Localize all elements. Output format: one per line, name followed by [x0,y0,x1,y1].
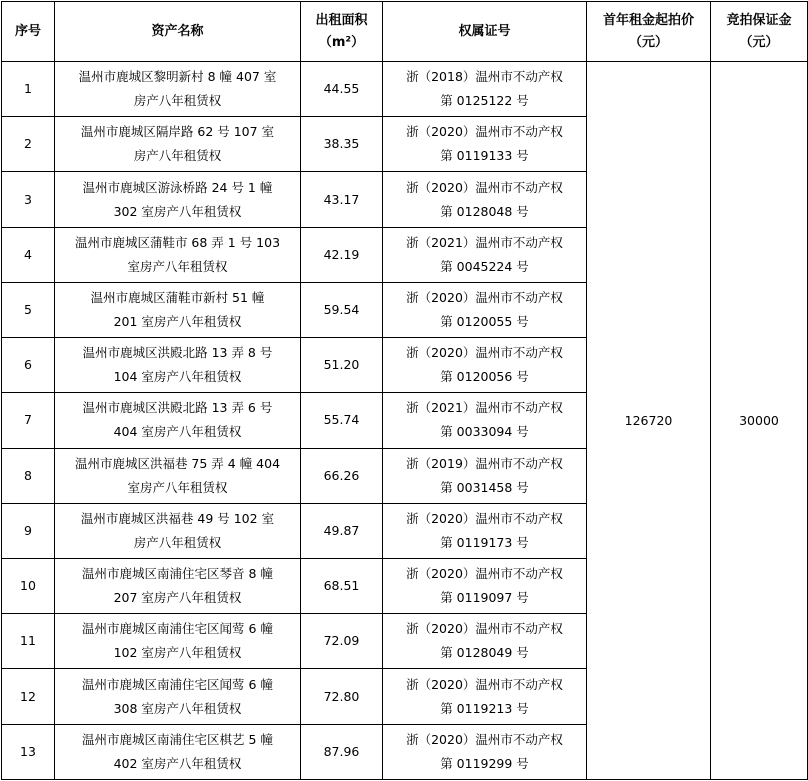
row-certificate-line1: 浙（2020）温州市不动产权 [406,731,563,747]
row-asset-name [55,282,301,337]
row-asset-name-line2: 201 室房产八年租赁权 [113,313,242,329]
row-certificate-line1: 浙（2020）温州市不动产权 [406,676,563,692]
row-certificate-line2: 第 0119213 号 [440,700,529,716]
row-certificate-line2: 第 0120055 号 [440,313,529,329]
starting-price-cell: 126720 [587,62,711,780]
row-certificate-line1: 浙（2019）温州市不动产权 [406,455,563,471]
row-area: 51.20 [301,338,383,393]
row-asset-name-line2: 404 室房产八年租赁权 [113,424,242,440]
row-seq: 7 [2,393,55,448]
row-area: 87.96 [301,724,383,779]
row-asset-name [55,503,301,558]
row-asset-name-line1: 温州市鹿城区洪殿北路 13 弄 8 号 [82,345,273,361]
row-asset-name-line2: 402 室房产八年租赁权 [113,755,242,771]
row-asset-name [55,227,301,282]
row-certificate-line1: 浙（2020）温州市不动产权 [406,179,563,195]
row-certificate-line1: 浙（2020）温州市不动产权 [406,566,563,582]
row-certificate [383,227,587,282]
row-asset-name-line2: 室房产八年租赁权 [127,479,228,495]
row-area: 43.17 [301,172,383,227]
row-certificate-line1: 浙（2020）温州市不动产权 [406,621,563,637]
row-asset-name-line1: 温州市鹿城区游泳桥路 24 号 1 幢 [82,179,273,195]
row-asset-name-line2: 房产八年租赁权 [133,93,222,109]
row-seq: 13 [2,724,55,779]
header-deposit [711,2,808,62]
row-asset-name [55,117,301,172]
row-certificate-line1: 浙（2018）温州市不动产权 [406,69,563,85]
header-price-label: 首年租金起拍价 [602,12,694,28]
row-seq: 5 [2,282,55,337]
table-header-row [2,2,808,62]
row-asset-name-line2: 302 室房产八年租赁权 [113,203,242,219]
row-certificate [383,614,587,669]
row-asset-name-line1: 温州市鹿城区洪福巷 49 号 102 室 [80,510,275,526]
row-area: 66.26 [301,448,383,503]
row-seq: 1 [2,62,55,117]
row-certificate [383,393,587,448]
header-area-unit: （m²） [318,34,365,50]
row-area: 38.35 [301,117,383,172]
row-asset-name [55,614,301,669]
header-deposit-unit: （元） [739,34,779,50]
row-certificate-line2: 第 0119173 号 [440,534,529,550]
row-seq: 9 [2,503,55,558]
row-asset-name-line1: 温州市鹿城区蒲鞋市 68 弄 1 号 103 [74,234,281,250]
header-seq: 序号 [2,2,55,62]
row-asset-name-line2: 207 室房产八年租赁权 [113,590,242,606]
row-certificate [383,503,587,558]
row-certificate [383,448,587,503]
row-asset-name [55,62,301,117]
row-certificate-line2: 第 0119133 号 [440,148,529,164]
row-asset-name-line2: 104 室房产八年租赁权 [113,369,242,385]
row-asset-name-line2: 房产八年租赁权 [133,534,222,550]
row-asset-name [55,669,301,724]
row-asset-name-line1: 温州市鹿城区洪殿北路 13 弄 6 号 [82,400,273,416]
row-area: 72.80 [301,669,383,724]
row-certificate [383,558,587,613]
header-price-unit: （元） [628,34,668,50]
row-certificate-line1: 浙（2020）温州市不动产权 [406,345,563,361]
row-certificate-line2: 第 0119299 号 [440,755,529,771]
row-asset-name-line2: 房产八年租赁权 [133,148,222,164]
row-asset-name [55,558,301,613]
row-certificate-line2: 第 0128048 号 [440,203,529,219]
row-certificate [383,282,587,337]
row-certificate-line1: 浙（2021）温州市不动产权 [406,234,563,250]
row-seq: 2 [2,117,55,172]
header-area-label: 出租面积 [315,12,368,28]
row-certificate-line2: 第 0033094 号 [440,424,529,440]
row-asset-name-line1: 温州市鹿城区南浦住宅区棋艺 5 幢 [82,731,273,747]
row-certificate-line1: 浙（2020）温州市不动产权 [406,124,563,140]
row-seq: 8 [2,448,55,503]
row-asset-name-line1: 温州市鹿城区洪福巷 75 弄 4 幢 404 [74,455,281,471]
row-area: 42.19 [301,227,383,282]
row-certificate-line2: 第 0128049 号 [440,645,529,661]
row-certificate-line2: 第 0031458 号 [440,479,529,495]
row-area: 49.87 [301,503,383,558]
table-body [2,62,808,780]
row-asset-name-line1: 温州市鹿城区南浦住宅区闻莺 6 幢 [82,676,273,692]
header-deposit-label: 竞拍保证金 [726,12,792,28]
row-seq: 12 [2,669,55,724]
row-asset-name-line1: 温州市鹿城区南浦住宅区闻莺 6 幢 [82,621,273,637]
row-certificate [383,62,587,117]
row-area: 72.09 [301,614,383,669]
row-asset-name [55,172,301,227]
row-certificate-line2: 第 0125122 号 [440,93,529,109]
asset-lease-table [1,1,808,780]
row-asset-name-line1: 温州市鹿城区隔岸路 62 号 107 室 [80,124,275,140]
row-area: 68.51 [301,558,383,613]
row-area: 44.55 [301,62,383,117]
row-certificate-line2: 第 0119097 号 [440,590,529,606]
header-certificate: 权属证号 [383,2,587,62]
row-seq: 6 [2,338,55,393]
row-area: 59.54 [301,282,383,337]
table-row [2,62,808,117]
row-asset-name-line2: 室房产八年租赁权 [127,258,228,274]
header-asset-name: 资产名称 [55,2,301,62]
row-asset-name-line2: 102 室房产八年租赁权 [113,645,242,661]
row-seq: 11 [2,614,55,669]
row-certificate [383,172,587,227]
row-certificate-line1: 浙（2020）温州市不动产权 [406,510,563,526]
row-asset-name [55,724,301,779]
row-certificate-line1: 浙（2021）温州市不动产权 [406,400,563,416]
row-asset-name-line1: 温州市鹿城区黎明新村 8 幢 407 室 [78,69,277,85]
row-area: 55.74 [301,393,383,448]
row-certificate [383,724,587,779]
row-asset-name [55,448,301,503]
row-certificate [383,117,587,172]
row-asset-name-line2: 308 室房产八年租赁权 [113,700,242,716]
row-certificate [383,669,587,724]
row-certificate-line2: 第 0045224 号 [440,258,529,274]
row-asset-name-line1: 温州市鹿城区蒲鞋市新村 51 幢 [90,289,265,305]
row-certificate-line2: 第 0120056 号 [440,369,529,385]
row-seq: 4 [2,227,55,282]
row-certificate-line1: 浙（2020）温州市不动产权 [406,289,563,305]
row-seq: 10 [2,558,55,613]
header-starting-price [587,2,711,62]
row-asset-name [55,393,301,448]
row-asset-name [55,338,301,393]
row-certificate [383,338,587,393]
header-area [301,2,383,62]
deposit-cell: 30000 [711,62,808,780]
row-asset-name-line1: 温州市鹿城区南浦住宅区琴音 8 幢 [82,566,273,582]
row-seq: 3 [2,172,55,227]
